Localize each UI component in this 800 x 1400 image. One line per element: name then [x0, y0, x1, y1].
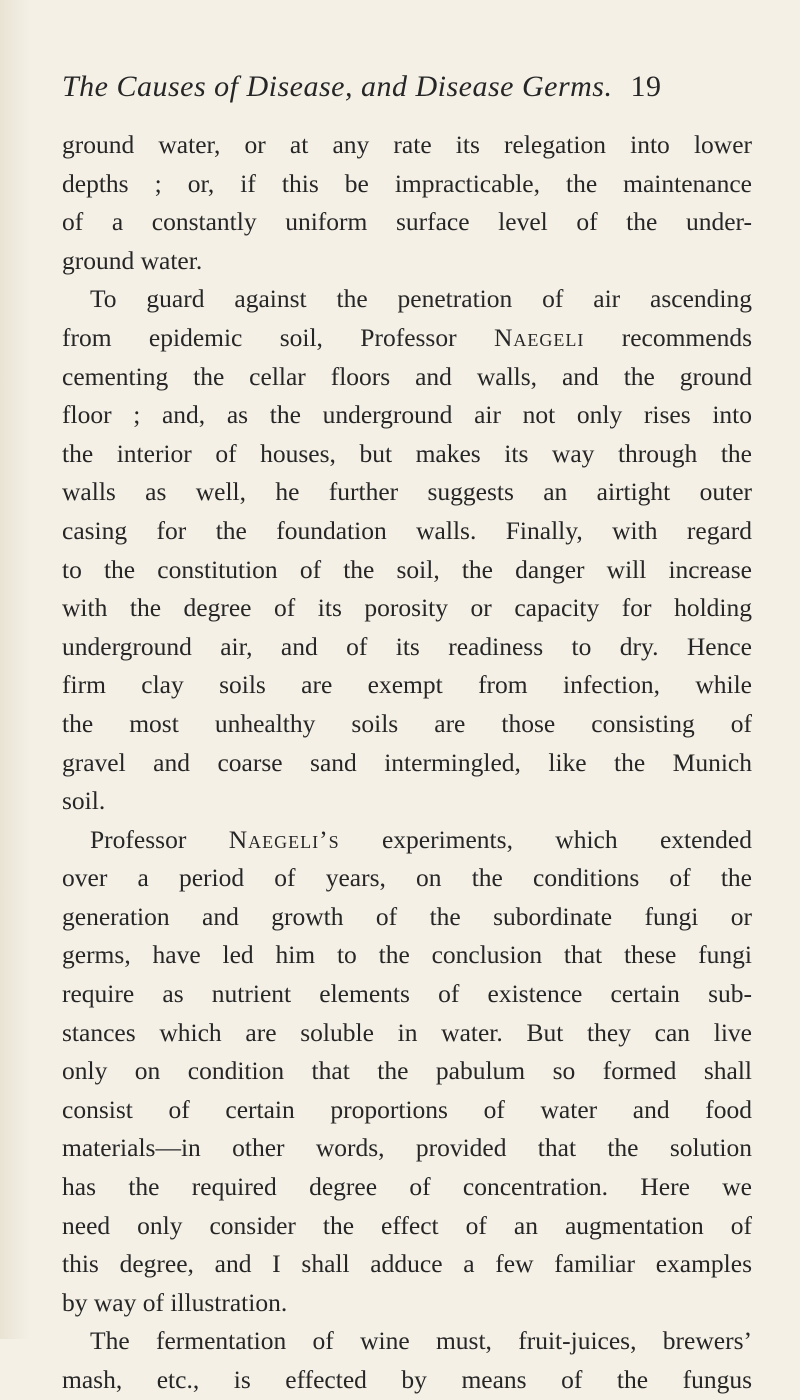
line-text: To guard against the penetration of air ascending	[90, 284, 752, 314]
text-line: floor ; and, as the underground air not only rises into	[62, 400, 752, 430]
text-line: materials—in other words, provided that the solution	[62, 1133, 752, 1163]
line-text: from epidemic soil, Professor	[62, 322, 494, 352]
text-line: generation and growth of the subordinate fungi or	[62, 901, 752, 931]
line-text: experiments, which extended	[339, 824, 752, 854]
line-text: recommends	[584, 322, 752, 352]
text-line: firm clay soils are exempt from infection, while	[62, 670, 752, 700]
text-line: with the degree of its porosity or capacity for holding	[62, 593, 752, 623]
text-line: require as nutrient elements of existence certain sub-	[62, 979, 752, 1009]
text-line: consist of certain proportions of water and food	[62, 1094, 752, 1124]
text-line: over a period of years, on the conditions of the	[62, 863, 752, 893]
text-line: only on condition that the pabulum so formed shall	[62, 1056, 752, 1086]
author-name: Naegeli	[493, 322, 585, 352]
text-line: ground water, or at any rate its relegation into lower	[62, 130, 752, 159]
text-line: walls as well, he further suggests an airtight outer	[62, 477, 752, 507]
text-line: germs, have led him to the conclusion that these fungi	[62, 940, 752, 970]
text-line	[62, 319, 752, 358]
text-line: of a constantly uniform surface level of the under-	[62, 207, 752, 237]
text-line: cementing the cellar floors and walls, and the ground	[62, 361, 752, 391]
text-line: ground water.	[62, 245, 203, 275]
page-edge-shadow	[0, 0, 30, 1339]
text-line: this degree, and I shall adduce a few familiar examples	[62, 1249, 752, 1279]
line-text: Professor	[90, 824, 229, 854]
text-line: casing for the foundation walls. Finally, with regard	[62, 515, 752, 545]
paragraph-start-line	[62, 280, 752, 319]
running-title: The Causes of Disease, and Disease Germs.	[62, 70, 613, 103]
text-line: to the constitution of the soil, the danger will increase	[62, 554, 752, 584]
text-line: the interior of houses, but makes its way through the	[62, 438, 752, 468]
running-header	[62, 70, 752, 104]
text-line: need only consider the effect of an augmentation of	[62, 1210, 752, 1240]
paragraph-start-line	[62, 821, 752, 860]
text-line: stances which are soluble in water. But they can live	[62, 1017, 752, 1047]
text-line: mash, etc., is effected by means of the fungus	[62, 1365, 752, 1394]
author-name: Naegeli’s	[228, 824, 340, 854]
text-line: depths ; or, if this be impracticable, the maintenance	[62, 168, 752, 198]
body-text	[62, 126, 752, 1400]
page-number: 19	[630, 70, 662, 103]
line-text: The fermentation of wine must, fruit-juices, brewers’	[90, 1326, 752, 1356]
text-line: has the required degree of concentration. Here we	[62, 1172, 752, 1202]
text-line: by way of illustration.	[62, 1287, 288, 1317]
paragraph-start-line	[62, 1322, 752, 1361]
text-line: gravel and coarse sand intermingled, like the Munich	[62, 747, 752, 777]
text-line: the most unhealthy soils are those consisting of	[62, 708, 752, 738]
text-line: underground air, and of its readiness to dry. Hence	[62, 631, 752, 661]
text-line: soil.	[62, 786, 106, 816]
